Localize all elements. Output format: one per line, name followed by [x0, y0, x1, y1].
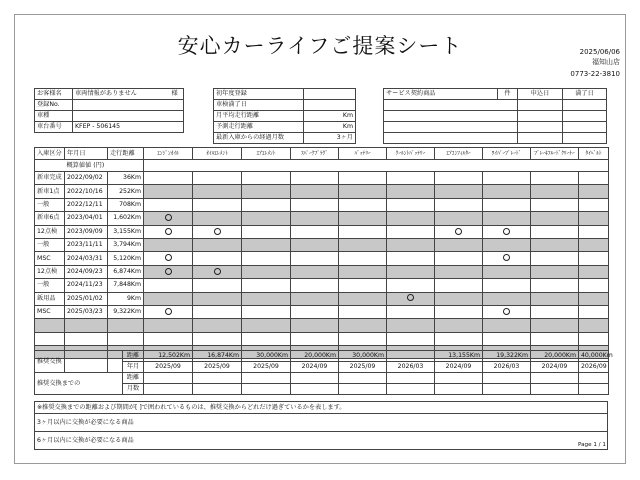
exchange-distance [387, 351, 435, 362]
until-distance-cell [193, 373, 242, 384]
column-header: ｵｲﾙｴﾚﾒﾝﾄ [193, 148, 242, 160]
footer-3month: 3ヶ月以内に交換が必要になる商品 [35, 414, 608, 432]
until-distance-cell [579, 373, 609, 384]
entry-type: MSC [35, 305, 65, 318]
table-row [35, 279, 609, 292]
entry-date: 2024/11/23 [65, 279, 108, 292]
table-row [35, 212, 609, 225]
table-row [35, 198, 609, 211]
until-label: 推奨交換までの [35, 373, 123, 395]
distance-label: 距離 [123, 351, 144, 362]
exchange-distance: 16,874Km [193, 351, 242, 362]
entry-distance: 3,155Km [108, 225, 144, 238]
entry-type: 新車完成 [35, 172, 65, 185]
exchange-distance: 12,502Km [144, 351, 193, 362]
page-number: Page 1 / 1 [578, 442, 606, 448]
column-header: 年月日 [65, 148, 108, 160]
column-header: 入庫区分 [35, 148, 65, 160]
entry-date: 2022/09/02 [65, 172, 108, 185]
expected-distance-label: 予測走行距離 [214, 122, 304, 133]
apply-date-label: 申込日 [518, 89, 563, 100]
recommended-exchange-table [34, 350, 613, 395]
months-since-value: 3ヶ月 [304, 133, 356, 144]
exchange-month: 2025/09 [193, 362, 242, 373]
until-distance-cell [387, 373, 435, 384]
replaced-mark-icon [165, 214, 172, 221]
table-row [35, 185, 609, 198]
exchange-month: 2025/09 [339, 362, 387, 373]
replaced-mark-icon [455, 228, 462, 235]
table-row [35, 265, 609, 278]
entry-distance: 36Km [108, 172, 144, 185]
entry-distance: 1,602Km [108, 212, 144, 225]
service-contract-table [383, 88, 607, 144]
entry-date: 2024/09/23 [65, 265, 108, 278]
entry-date: 2022/12/11 [65, 198, 108, 211]
entry-type: 12点検 [35, 225, 65, 238]
entry-date: 2022/10/16 [65, 185, 108, 198]
entry-type: 一般 [35, 279, 65, 292]
column-header: ｴｱｺﾝﾌｨﾙﾀｰ [435, 148, 483, 160]
until-months-cell [242, 384, 291, 395]
until-distance-cell [339, 373, 387, 384]
until-months-cell [483, 384, 531, 395]
expected-distance-unit: Km [304, 122, 356, 133]
entry-type: MSC [35, 252, 65, 265]
service-contract-label: サービス契約商品 [384, 89, 498, 100]
expire-date-label: 満了日 [563, 89, 607, 100]
exchange-distance: 30,000Km [339, 351, 387, 362]
until-distance-cell [435, 373, 483, 384]
entry-date: 2023/11/11 [65, 238, 108, 251]
maintenance-history-table [34, 147, 609, 373]
entry-distance: 708Km [108, 198, 144, 211]
entry-type: 新車6点 [35, 212, 65, 225]
entry-distance: 252Km [108, 185, 144, 198]
exchange-distance: 40,000Km [579, 351, 609, 362]
column-header: ﾀｲﾍﾞﾙﾄ [579, 148, 609, 160]
vehicle-info-table [213, 88, 356, 144]
exchange-month: 2026/03 [483, 362, 531, 373]
entry-distance: 3,794Km [108, 238, 144, 251]
exchange-month: 2024/09 [531, 362, 579, 373]
store-phone: 0773-22-3810 [570, 70, 620, 78]
footer-note: ※推奨交換までの距離および期間が[ ]で囲われているものは、推奨交換からどれだけ過ぎているかを表します。 [35, 402, 608, 414]
exchange-label: 推奨交換 [35, 351, 123, 373]
table-subheader-row [35, 160, 609, 172]
replaced-mark-icon [165, 308, 172, 315]
entry-type: 新車1点 [35, 185, 65, 198]
until-distance-cell [291, 373, 339, 384]
table-row [35, 292, 609, 305]
entry-date: 2025/01/02 [65, 292, 108, 305]
entry-type: 鈑用品 [35, 292, 65, 305]
exchange-distance: 20,000Km [291, 351, 339, 362]
entry-date: 2023/04/01 [65, 212, 108, 225]
exchange-month: 2024/09 [435, 362, 483, 373]
registration-value [73, 100, 184, 111]
replaced-mark-icon [214, 268, 221, 275]
store-name: 福知山店 [592, 58, 620, 66]
exchange-month: 2025/09 [242, 362, 291, 373]
table-row [35, 172, 609, 185]
exchange-month: 2026/09 [579, 362, 609, 373]
replaced-mark-icon [165, 268, 172, 275]
honorific: 様 [170, 89, 184, 100]
until-months-label: 月数 [123, 384, 144, 395]
issue-date: 2025/06/06 [579, 48, 620, 56]
until-distance-label: 距離 [123, 373, 144, 384]
column-header: ｴｱｴﾚﾒﾝﾄ [242, 148, 291, 160]
exchange-month: 2026/03 [387, 362, 435, 373]
entry-distance: 5,120Km [108, 252, 144, 265]
footer-6month: 6ヶ月以内に交換が必要になる商品 [35, 432, 608, 450]
table-row [35, 225, 609, 238]
table-row [35, 305, 609, 318]
chassis-value: KFEP - 506145 [73, 122, 184, 133]
until-months-cell [387, 384, 435, 395]
until-months-cell [339, 384, 387, 395]
replaced-mark-icon [503, 308, 510, 315]
exchange-month: 2024/09 [291, 362, 339, 373]
replaced-mark-icon [165, 254, 172, 261]
entry-distance: 9Km [108, 292, 144, 305]
subheader-label: 概算値値 (円) [65, 160, 144, 172]
month-label: 年月 [123, 362, 144, 373]
exchange-distance-row [35, 351, 609, 362]
replaced-mark-icon [214, 228, 221, 235]
until-distance-cell [144, 373, 193, 384]
column-header: ﾊﾞｯﾃﾘｰ [339, 148, 387, 160]
until-distance-cell [483, 373, 531, 384]
replaced-mark-icon [407, 294, 414, 301]
monthly-distance-unit: Km [304, 111, 356, 122]
exchange-distance: 20,000Km [531, 351, 579, 362]
table-header-row [35, 148, 609, 160]
column-header: ｽﾊﾟｰｸﾌﾟﾗｸﾞ [291, 148, 339, 160]
until-months-cell [435, 384, 483, 395]
until-distance-cell [531, 373, 579, 384]
entry-distance: 6,874Km [108, 265, 144, 278]
until-months-cell [531, 384, 579, 395]
exchange-month: 2025/09 [144, 362, 193, 373]
table-row [35, 332, 609, 345]
until-distance-cell [242, 373, 291, 384]
column-header: ｸｰﾙﾝﾄﾊﾞｯﾃﾘｰ [387, 148, 435, 160]
footer-table [34, 401, 608, 450]
entry-date: 2024/03/31 [65, 252, 108, 265]
customer-name-value: 車両情報がありません [73, 89, 170, 100]
exchange-distance: 19,322Km [483, 351, 531, 362]
entry-type: 一般 [35, 238, 65, 251]
until-distance-row [35, 373, 609, 384]
car-model-label: 車種 [35, 111, 73, 122]
entry-type: 一般 [35, 198, 65, 211]
entry-date: 2023/09/09 [65, 225, 108, 238]
car-model-value [73, 111, 184, 122]
table-row [35, 238, 609, 251]
page-title: 安心カーライフご提案シート [177, 34, 463, 58]
customer-name-label: お客様名 [35, 89, 73, 100]
inspection-expiry-label: 車検満了日 [214, 100, 304, 111]
chassis-label: 車台番号 [35, 122, 73, 133]
until-months-cell [193, 384, 242, 395]
until-months-cell [579, 384, 609, 395]
registration-label: 登録No. [35, 100, 73, 111]
entry-date: 2025/03/23 [65, 305, 108, 318]
until-months-cell [144, 384, 193, 395]
entry-distance: 9,322Km [108, 305, 144, 318]
count-label: 件 [498, 89, 518, 100]
months-since-label: 最新入庫からの経過月数 [214, 133, 304, 144]
exchange-distance: 13,155Km [435, 351, 483, 362]
until-months-cell [291, 384, 339, 395]
table-row [35, 252, 609, 265]
customer-info-table [34, 88, 184, 133]
monthly-distance-label: 月平均走行距離 [214, 111, 304, 122]
replaced-mark-icon [165, 228, 172, 235]
first-registration-label: 初年度登録 [214, 89, 304, 100]
exchange-distance: 30,000Km [242, 351, 291, 362]
entry-distance: 7,848Km [108, 279, 144, 292]
column-header: ｴﾝｼﾞﾝｵｲﾙ [144, 148, 193, 160]
column-header: 走行距離 [108, 148, 144, 160]
entry-type: 12点検 [35, 265, 65, 278]
column-header: ﾌﾞﾚｰｷﾌﾙｰﾄﾞｸﾘｰﾅｰ [531, 148, 579, 160]
replaced-mark-icon [503, 254, 510, 261]
replaced-mark-icon [503, 228, 510, 235]
table-row [35, 319, 609, 332]
column-header: ﾜｲﾊﾟｰﾌﾞﾚｰﾄﾞ [483, 148, 531, 160]
